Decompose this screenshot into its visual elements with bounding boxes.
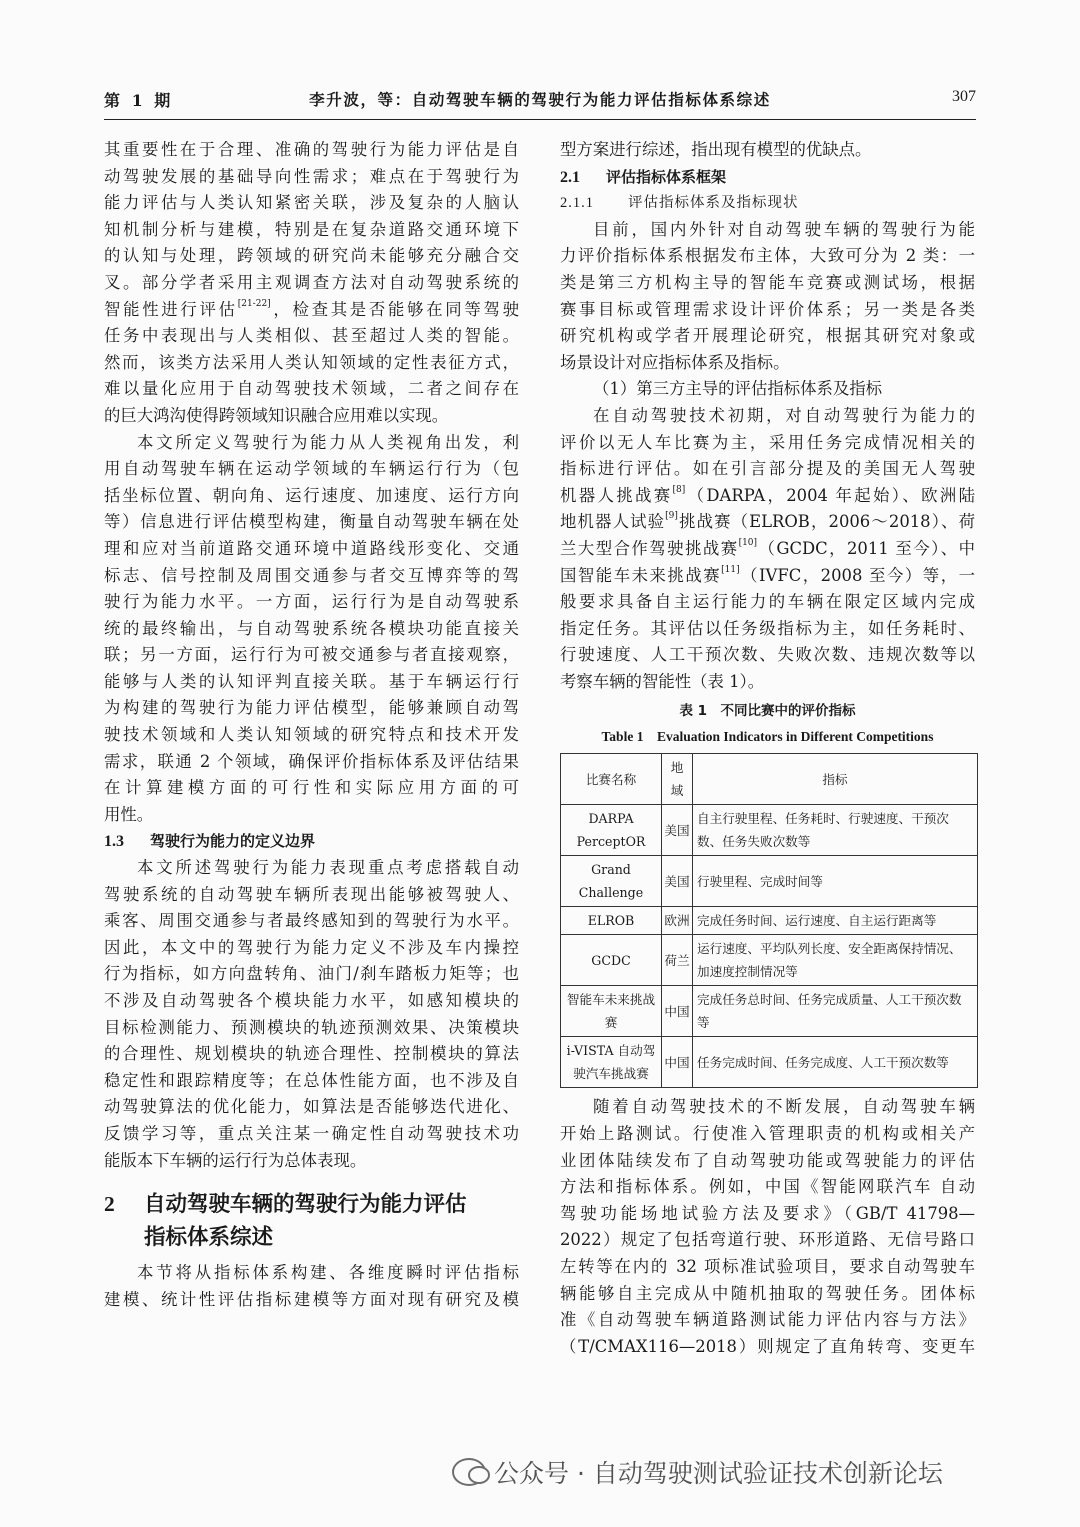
text-run: 型方案进行综述，指出现有模型的优缺点。 (560, 140, 872, 159)
text-line (560, 297, 975, 324)
text-run: 驾驶系统的自动驾驶车辆所表现出能够被驾驶人、 (104, 884, 519, 904)
text-run: 用自动驾驶车辆在运动学领域的车辆运行行为（包 (104, 459, 519, 479)
text-run: 任务中表现出与人类相似、甚至超过人类的智能。 (104, 326, 519, 346)
subsection-heading (560, 190, 975, 217)
text-line (104, 935, 519, 962)
text-run: 考察车辆的智能性（表 1）。 (560, 671, 765, 691)
text-run: 理和应对当前道路交通环境中道路线形变化、交通 (104, 538, 519, 558)
competition-name-cell: Grand Challenge (561, 856, 662, 907)
section-title: 评估指标体系框架 (606, 167, 727, 186)
table-row (561, 907, 978, 935)
text-line (104, 1015, 519, 1042)
text-run: 能版本下车辆的运行行为总体表现。 (104, 1150, 367, 1170)
text-run: 的认知与处理，跨领域的研究尚未能够充分融合交 (104, 246, 519, 266)
text-line (104, 164, 519, 191)
chapter-number: 2 (104, 1192, 115, 1217)
text-line (104, 430, 519, 457)
issue-label: 第 1 期 (104, 91, 174, 110)
text-run: 目标检测能力、预测模块的轨迹预测效果、决策模块 (104, 1017, 519, 1037)
text-line (560, 403, 975, 430)
region-cell: 美国 (662, 805, 693, 856)
text-run: 本文所定义驾驶行为能力从人类视角出发，利 (137, 432, 519, 452)
text-run: 般要求具备自主运行能力的车辆在限定区域内完成 (560, 592, 975, 612)
text-line (104, 1094, 519, 1121)
indicators-cell: 行驶里程、完成时间等 (693, 856, 978, 907)
region-cell: 美国 (662, 856, 693, 907)
text-line (104, 1068, 519, 1095)
text-run: 用性。 (104, 804, 154, 824)
text-line (104, 589, 519, 616)
text-run: 难以量化应用于自动驾驶技术领域，二者之间存在 (104, 379, 519, 399)
text-line (560, 1094, 975, 1121)
text-line (104, 509, 519, 536)
text-run: （IVFC，2008 至今）等，一 (739, 565, 975, 585)
text-run: 叉。部分学者采用主观调查方法对自动驾驶系统的 (104, 272, 519, 292)
text-line (104, 350, 519, 377)
text-run: 国智能车未来挑战赛 (560, 565, 722, 585)
right-column (560, 137, 975, 1360)
text-line (560, 1121, 975, 1148)
text-run: 目前，国内外针对自动驾驶车辆的驾驶行为能 (593, 219, 975, 239)
text-line (560, 217, 975, 244)
indicators-cell: 自主行驶里程、任务耗时、行驶速度、干预次数、任务失败次数等 (693, 805, 978, 856)
text-run: 需求，联通 2 个领域，确保评价指标体系及评估结果 (104, 751, 519, 771)
watermark (452, 1452, 943, 1492)
text-run: 驾驶功能场地试验方法及要求》（GB/T 41798— (560, 1203, 975, 1223)
text-line (560, 243, 975, 270)
text-run: 本节将从指标体系构建、各维度瞬时评估指标 (137, 1263, 519, 1283)
text-run: 动驾驶算法的优化能力，如算法是否能够迭代进化、 (104, 1097, 519, 1117)
text-line (560, 270, 975, 297)
text-run: 然而，该类方法采用人类认知领域的定性表征方式， (104, 352, 519, 372)
competition-name-cell: GCDC (561, 935, 662, 986)
text-line (104, 722, 519, 749)
text-run: 类是第三方机构主导的智能车竞赛或测试场，根据 (560, 272, 975, 292)
text-line (104, 403, 519, 430)
text-run: 本文所述驾驶行为能力表现重点考虑搭载自动 (137, 858, 519, 878)
text-line (560, 1174, 975, 1201)
text-line (104, 616, 519, 643)
text-line (104, 456, 519, 483)
table-header-row (561, 754, 978, 805)
text-run: 联；另一方面，运行行为可被交通参与者直接观察， (104, 645, 519, 665)
table-header-cell: 地域 (662, 754, 693, 805)
text-run: 反馈学习等，重点关注某一确定性自动驾驶技术功 (104, 1123, 519, 1143)
text-run: 地机器人试验 (560, 512, 666, 532)
text-run: 兰大型合作驾驶挑战赛 (560, 538, 739, 558)
text-line (104, 642, 519, 669)
text-run: 左转等在内的 32 项标准试验项目，要求自动驾驶车 (560, 1257, 975, 1277)
text-line (560, 536, 975, 563)
region-cell: 中国 (662, 986, 693, 1037)
table-header-cell: 指标 (693, 754, 978, 805)
text-run: 稳定性和跟踪精度等；在总体性能方面，也不涉及自 (104, 1070, 519, 1090)
text-run: 赛事目标或管理需求设计评价体系；另一类是各类 (560, 299, 975, 319)
text-line (104, 483, 519, 510)
region-cell: 中国 (662, 1037, 693, 1088)
text-run: 2022）规定了包括弯道行驶、环形道路、无信号路口 (560, 1230, 975, 1250)
citation-ref: [21-22] (237, 298, 271, 309)
text-line (104, 1260, 519, 1287)
text-line (560, 1254, 975, 1281)
table-row (561, 986, 978, 1037)
region-cell: 荷兰 (662, 935, 693, 986)
text-run: 能够与人类的认知评判直接关联。基于车辆运行行 (104, 671, 519, 691)
text-line (560, 642, 975, 669)
text-run: 的巨大鸿沟使得跨领域知识融合应用难以实现。 (104, 405, 449, 425)
text-line (104, 376, 519, 403)
citation-ref: [9] (665, 511, 678, 522)
text-run: 辆能够自主完成从中随机抽取的驾驶任务。团体标 (560, 1283, 975, 1303)
text-run: 的合理性、规划模块的轨迹合理性、控制模块的算法 (104, 1044, 519, 1064)
table-caption-en: Table 1 Evaluation Indicators in Different Competitions (601, 729, 934, 745)
text-line (104, 749, 519, 776)
text-run: （1）第三方主导的评估指标体系及指标 (593, 379, 883, 399)
text-run: 建模、统计性评估指标建模等方面对现有研究及模 (104, 1289, 519, 1309)
text-run: 随着自动驾驶技术的不断发展，自动驾驶车辆 (593, 1097, 975, 1117)
text-run: 乘客、周围交通参与者最终感知到的驾驶行为水平。 (104, 911, 519, 931)
indicators-cell: 任务完成时间、任务完成度、人工干预次数等 (693, 1037, 978, 1088)
table-row (561, 856, 978, 907)
text-run: 行驶速度、人工干预次数、失败次数、违规次数等以 (560, 645, 975, 665)
left-column (104, 137, 519, 1313)
header-rule (104, 119, 976, 120)
competition-name-cell: ELROB (561, 907, 662, 935)
chapter-heading (104, 1188, 519, 1254)
wechat-icon (452, 1458, 486, 1486)
page-number: 307 (952, 88, 976, 105)
citation-ref: [11] (721, 564, 740, 575)
text-line (104, 1287, 519, 1314)
text-line (560, 563, 975, 590)
text-run: 业团体陆续发布了自动驾驶功能或驾驶能力的评估 (560, 1150, 975, 1170)
table-row (561, 935, 978, 986)
text-run: 力评价指标体系根据发布主体，大致可分为 2 类：一 (560, 246, 975, 266)
region-cell: 欧洲 (662, 907, 693, 935)
text-line (560, 1201, 975, 1228)
text-line (560, 1148, 975, 1175)
subsection-number: 2.1.1 (560, 195, 594, 212)
text-run: 挑战赛（ELROB，2006～2018）、荷 (677, 512, 975, 532)
text-run: 标志、信号控制及周围交通参与者交互博弈等的驾 (104, 565, 519, 585)
text-line (104, 536, 519, 563)
text-run: 动驾驶发展的基础导向性需求；难点在于驾驶行为 (104, 166, 519, 186)
text-line (104, 217, 519, 244)
text-line (104, 137, 519, 164)
text-run: 驶技术领域和人类认知领域的研究特点和技术开发 (104, 725, 519, 745)
chapter-heading-line: 指标体系综述 (144, 1225, 274, 1251)
section-heading (104, 828, 519, 855)
indicators-cell: 完成任务时间、运行速度、自主运行距离等 (693, 907, 978, 935)
text-run: 在计算建模方面的可行性和实际应用方面的可 (104, 778, 519, 798)
citation-ref: [8] (672, 484, 686, 495)
text-run: 不涉及自动驾驶各个模块能力水平，如感知模块的 (104, 991, 519, 1010)
table-caption-cn: 表 1 不同比赛中的评价指标 (679, 703, 856, 720)
text-line (104, 1041, 519, 1068)
text-line (560, 509, 975, 536)
text-line (560, 483, 975, 510)
text-run: 括坐标位置、朝向角、运行速度、加速度、运行方向 (104, 485, 519, 505)
text-run: 在自动驾驶技术初期，对自动驾驶行为能力的 (593, 405, 975, 425)
text-run: 知机制分析与建模，特别是在复杂道路交通环境下 (104, 219, 519, 239)
indicators-cell: 运行速度、平均队列长度、安全距离保持情况、加速度控制情况等 (693, 935, 978, 986)
text-line (104, 802, 519, 829)
text-line (560, 1281, 975, 1308)
text-line (104, 908, 519, 935)
text-line (560, 376, 975, 403)
text-line (560, 430, 975, 457)
text-line (560, 350, 975, 377)
text-line (104, 243, 519, 270)
text-line (104, 190, 519, 217)
section-title: 驾驶行为能力的定义边界 (150, 832, 316, 851)
text-run: 研究机构或学者开展理论研究，根据其研究对象或 (560, 326, 975, 346)
text-line (560, 1334, 975, 1361)
text-line (104, 297, 519, 324)
text-run: ，检查其是否能够在同等驾驶 (270, 299, 519, 319)
subsection-title: 评估指标体系及指标现状 (628, 195, 799, 212)
citation-ref: [10] (738, 537, 758, 548)
text-line (560, 456, 975, 483)
text-line (560, 1227, 975, 1254)
watermark-text: 公众号 · 自动驾驶测试验证技术创新论坛 (494, 1459, 943, 1488)
text-line (104, 323, 519, 350)
text-run: 场景设计对应指标体系及指标。 (560, 352, 790, 372)
running-header (104, 88, 976, 114)
text-line (560, 669, 975, 696)
text-line (104, 563, 519, 590)
table-row (561, 1037, 978, 1088)
competition-name-cell: DARPA PerceptOR (561, 805, 662, 856)
text-run: 方法和指标体系。例如，中国《智能网联汽车 自动 (560, 1177, 975, 1197)
text-run: 其重要性在于合理、准确的驾驶行为能力评估是自 (104, 140, 519, 159)
text-line (560, 323, 975, 350)
text-run: 指定任务。其评估以任务级指标为主，如任务耗时、 (560, 618, 975, 638)
text-line (104, 882, 519, 909)
chapter-title: 自动驾驶车辆的驾驶行为能力评估 (144, 1192, 467, 1218)
text-line (104, 855, 519, 882)
section-heading (560, 164, 975, 191)
text-line (104, 988, 519, 1015)
table-row (561, 805, 978, 856)
competition-name-cell: i-VISTA 自动驾驶汽车挑战赛 (561, 1037, 662, 1088)
indicator-table (560, 753, 978, 1088)
indicators-cell: 完成任务总时间、任务完成质量、人工干预次数等 (693, 986, 978, 1037)
text-run: 行为指标，如方向盘转角、油门/刹车踏板力矩等；也 (104, 964, 519, 984)
text-run: 开始上路测试。行使准入管理职责的机构或相关产 (560, 1124, 975, 1144)
text-run: 能力评估与人类认知紧密关联，涉及复杂的人脑认 (104, 193, 519, 213)
text-run: 统的最终输出，与自动驾驶系统各模块功能直接关 (104, 618, 519, 638)
text-line (560, 589, 975, 616)
text-run: 指标进行评估。如在引言部分提及的美国无人驾驶 (560, 459, 975, 479)
text-line (104, 669, 519, 696)
table-header-cell: 比赛名称 (561, 754, 662, 805)
text-run: 为构建的驾驶行为能力评估模型，能够兼顾自动驾 (104, 698, 519, 718)
text-line (104, 775, 519, 802)
text-run: （GCDC，2011 至今）、中 (757, 538, 975, 558)
text-line (560, 137, 975, 164)
text-line (104, 1121, 519, 1148)
text-run: （T/CMAX116—2018）则规定了直角转弯、变更车 (560, 1336, 975, 1356)
text-run: （DARPA，2004 年起始）、欧洲陆 (685, 485, 975, 505)
chapter-heading-line (104, 1188, 519, 1221)
text-line (104, 270, 519, 297)
text-run: 准《自动驾驶车辆道路测试能力评估内容与方法》 (560, 1310, 975, 1330)
text-line (104, 695, 519, 722)
section-number: 2.1 (560, 168, 580, 186)
text-run: 智能性进行评估 (104, 299, 238, 319)
text-line (560, 1307, 975, 1334)
competition-name-cell: 智能车未来挑战赛 (561, 986, 662, 1037)
text-run: 评价以无人车比赛为主，采用任务完成情况相关的 (560, 432, 975, 452)
text-line (560, 616, 975, 643)
text-line (104, 1148, 519, 1175)
section-number: 1.3 (104, 833, 124, 851)
text-run: 驶行为能力水平。一方面，运行行为是自动驾驶系 (104, 592, 519, 612)
running-title: 李升波，等：自动驾驶车辆的驾驶行为能力评估指标体系综述 (309, 90, 771, 109)
text-line (104, 961, 519, 988)
text-run: 因此，本文中的驾驶行为能力定义不涉及车内操控 (104, 937, 519, 957)
text-run: 机器人挑战赛 (560, 485, 673, 505)
text-run: 等）信息进行评估模型构建，衡量自动驾驶车辆在处 (104, 512, 519, 532)
